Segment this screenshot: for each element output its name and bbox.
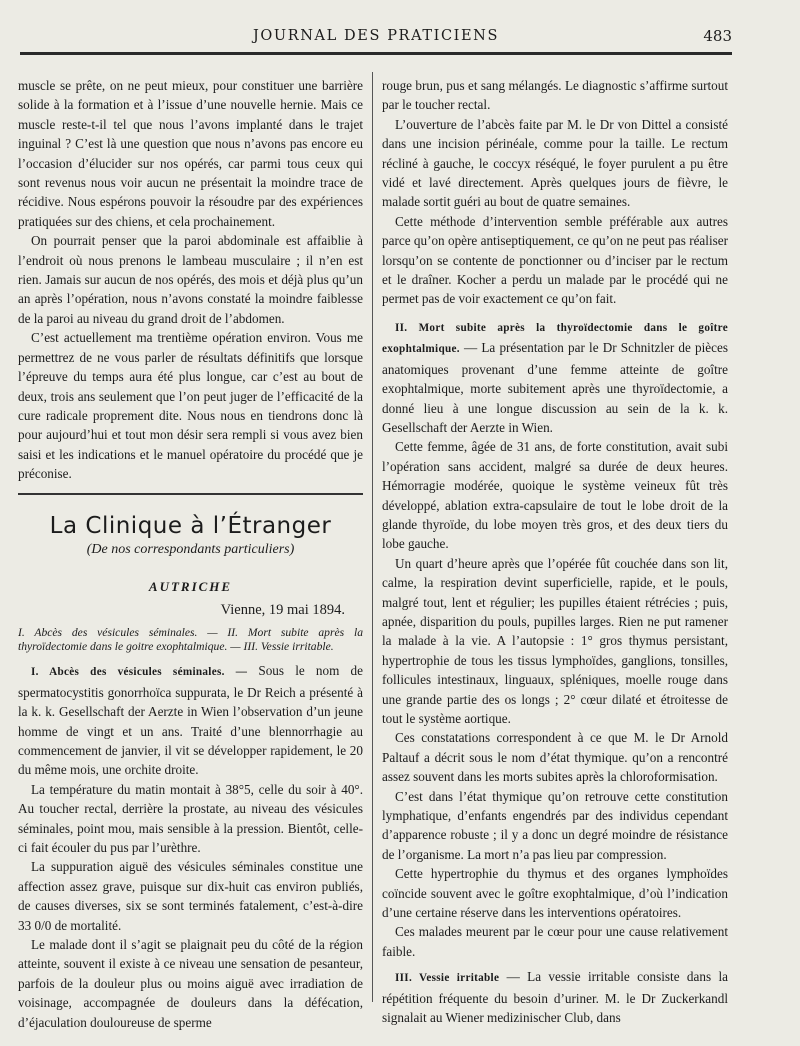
paragraph: [382, 317, 728, 437]
paragraph-text: Sous le nom de spermatocystitis gonorrhoïca suppurata, le Dr Reich a présenté à la k. k. Gesellschaft der Aerzte in Wien l’observation d’un jeune homme de vingt et un ans. Traité d’une blennorrhagie au commencement de janvier, il vit se développer rapidement, le 20 du même mois, une orchite droite.: [18, 663, 363, 778]
dateline: Vienne, 19 mai 1894.: [220, 601, 345, 618]
section-title: La Clinique à l’Étranger: [49, 512, 332, 539]
paragraph: Un quart d’heure après que l’opérée fût couchée dans son lit, calme, la respiration devint superficielle, rapide, et le pouls, malgré tout, lent et régulier; les pupilles étaient rétrécies ; puis, apnée, disparition du pouls, pupilles larges. Rien ne put ramener la malade à la vie. A l’autopsie : 1° gros thymus persistant, hypertrophie de tous les tissus lymphoïdes, ganglions, tonsilles, follicules intestinaux, linguaux, spléniques, moelle rouge dans une grande partie des os longs ; 2° cœur dilaté et étroitesse de tout le système aortique.: [382, 555, 728, 726]
paragraph: rouge brun, pus et sang mélangés. Le diagnostic s’affirme surtout par le toucher rectal.: [382, 78, 728, 113]
paragraph: On pourrait penser que la paroi abdominale est affaiblie à l’endroit où nous prenons le lambeau musculaire ; il n’en est rien. Jamais sur aucun de nos opérés, des mois et déjà plus qu’un an après l’opération, nous n’avons constaté la moindre faiblesse de la paroi au niveau du grand droit de l’abdomen.: [18, 233, 363, 326]
paragraph: Le malade dont il s’agit se plaignait peu du côté de la région atteinte, souvent il existe à ce niveau une sensation de pesanteur, parfois de la douleur plus ou moins aiguë avec irradiation de voisinage, accompagnée de douleurs dans la défécation, d’éjaculation douloureuse de sperme: [18, 937, 363, 1030]
paragraph: Cette hypertrophie du thymus et des organes lymphoïdes coïncide souvent avec le goître exophtalmique, d’où l’indication d’une certaine réserve dans les interventions opératoires.: [382, 866, 728, 921]
running-title: JOURNAL DES PRATICIENS: [253, 28, 499, 44]
paragraph-lead: III. Vessie irritable: [395, 972, 500, 985]
paragraph: [18, 661, 363, 779]
page-number: 483: [703, 27, 732, 45]
page-header: [20, 22, 732, 55]
section-subtitle: (De nos correspondants particuliers): [86, 541, 295, 557]
paragraph: Cette femme, âgée de 31 ans, de forte constitution, avait subi l’opération sans accident, malgré sa durée de deux heures. Hémorragie modérée, quoique le système veineux fût très développé, ablation extra-capsulaire de tout le lobe droit de la glande thyroïde, du lobe moyen très gros, et des deux tiers du lobe gauche.: [382, 439, 728, 552]
paragraph-lead: I. Abcès des vésicules séminales. —: [31, 666, 248, 679]
paragraph: La suppuration aiguë des vésicules séminales constitue une affection assez grave, puisque sur dix-huit cas environ publiés, de causes diverses, six se sont terminés fatalement, c’est-à-dire 33 0/0 de mortalité.: [18, 859, 363, 933]
right-column: [382, 76, 728, 1028]
paragraph: C’est dans l’état thymique qu’on retrouve cette constitution lymphatique, d’enfants engendrés par des individus cependant d’apparence robuste ; il y a donc un degré moindre de résistance de l’organisme. La mort n’a pas lieu par compression.: [382, 788, 728, 862]
paragraph: L’ouverture de l’abcès faite par M. le Dr von Dittel a consisté dans une incision périnéale, comme pour la taille. Le rectum récliné à gauche, le coccyx réséqué, le foyer purulent a pu être vidé et lavé directement. Après quelques jours de fièvre, le malade sortit guéri au bout de quatre semaines.: [382, 116, 728, 210]
paragraph: Cette méthode d’intervention semble préférable aux autres parce qu’on opère antiseptiquement, ce qu’on ne peut pas réaliser lorsqu’on se contente de ponctionner ou d’inciser par le rectum et le draîner. Kocher a perdu un malade par le procédé qui ne permet pas de voir exactement ce qu’on fait.: [382, 213, 728, 307]
left-column: [18, 76, 363, 1032]
column-divider: [372, 72, 373, 1002]
paragraph: Ces constatations correspondent à ce que M. le Dr Arnold Paltauf a décrit sous le nom d’état thymique. qu’on a rencontré assez souvent dans les morts subites après la chloroformisation.: [382, 730, 728, 785]
paragraph: La température du matin montait à 38°5, celle du soir à 40°. Au toucher rectal, derrière la prostate, au niveau des vésicules séminales, point mou, mais sensible à la pression. Bientôt, celle-ci fait écouler du pus par l’urèthre.: [18, 781, 363, 855]
section-rule: [18, 493, 363, 495]
paragraph-lead: II. Mort subite après la thyroïdectomie dans le goître exophtalmique.: [382, 321, 728, 356]
paragraph: Ces malades meurent par le cœur pour une cause relativement faible.: [382, 924, 728, 959]
paragraph: [382, 967, 728, 1027]
paragraph: C’est actuellement ma trentième opération environ. Vous me permettrez de ne vous parler de résultats définitifs que lorsque l’épreuve du temps aura été plus longue, car c’est au bout de deux, trois ans seulement que l’on peut juger de l’efficacité de la cure radicale proprement dite. Nous nous en tiendrons donc là pour aujourd’hui et tout mon désir sera rempli si vous avez bien saisi et les indications et le manuel opératoire du procédé que je préconise.: [18, 330, 363, 482]
paragraph: muscle se prête, on ne peut mieux, pour constituer une barrière solide à la formation et à l’issue d’une nouvelle hernie. Mais ce muscle reste-t-il tel que nous l’avons implanté dans le trajet inguinal ? C’est là une question que nous n’avons pas encore eu l’occasion d’élucider sur nos opérés, car parmi tous ceux qui sont revenus nous voir aucun ne présentait la moindre trace de récidive. Nous espérons pouvoir la résoudre par des expériences pratiquées sur des chiens, et cela prochainement.: [18, 78, 363, 229]
paragraph-text: — La vessie irritable consiste dans la répétition fréquente du besoin d’uriner. M. le Dr Zuckerkandl signalait au Wiener medizinischer Club, dans: [382, 969, 728, 1026]
summary: I. Abcès des vésicules séminales. — II. Mort subite après la thyroïdectomie dans le goitre exophtalmique. — III. Vessie irritable.: [18, 626, 363, 653]
country-heading: AUTRICHE: [148, 579, 233, 595]
paragraph-text: — La présentation par le Dr Schnitzler de pièces anatomiques provenant d’une femme atteinte de goître exophtalmique, morte subitement après une thyroïdectomie, a donné lieu à une longue discussion au sein de la k. k. Gesellschaft der Aerzte in Wien.: [382, 340, 728, 435]
